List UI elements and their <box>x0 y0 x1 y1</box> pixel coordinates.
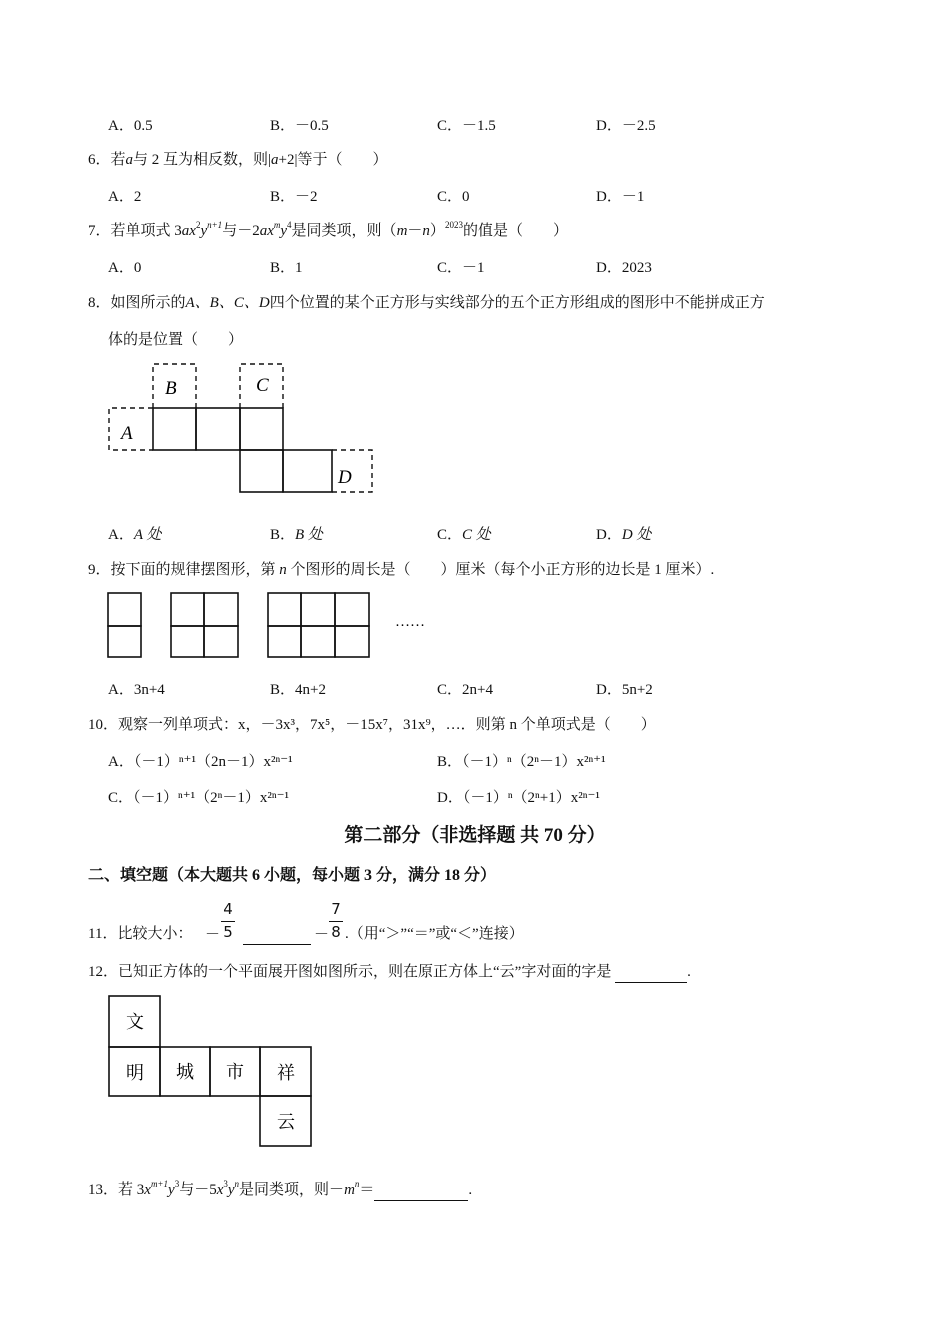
q8-cube-net-figure <box>105 360 380 500</box>
q8-option-a: A．A 处 <box>108 527 162 543</box>
q6-option-c: C．0 <box>437 189 470 205</box>
fraction-2-denominator: 8 <box>331 923 341 941</box>
question-12-stem: 12．已知正方体的一个平面展开图如图所示，则在原正方体上“云”字对面的字是 . <box>88 965 691 983</box>
part-2-title: 第二部分（非选择题 共 70 分） <box>344 825 606 846</box>
label-b: B <box>165 378 177 399</box>
q5-option-a: A．0.5 <box>108 118 153 134</box>
q10-option-c: C．（－1）ⁿ⁺¹（2ⁿ－1）x²ⁿ⁻¹ <box>108 790 290 806</box>
question-13-stem: 13．若 $3x^{m+1}y^3$与$-5x^3y^n$是同类项，则$-m^n=$ . <box>88 1183 472 1201</box>
fraction-1-numerator: 4 <box>223 900 233 918</box>
question-11-suffix: .（用“＞”“＝”或“＜”连接） <box>345 926 524 942</box>
q10-option-d: D．（－1）ⁿ（2ⁿ+1）x²ⁿ⁻¹ <box>437 790 600 806</box>
pattern-3 <box>268 593 369 657</box>
fraction-1-denominator: 5 <box>223 923 233 941</box>
q10-option-a: A．（－1）ⁿ⁺¹（2n－1）x²ⁿ⁻¹ <box>108 754 293 770</box>
net-char-cheng: 城 <box>176 1062 194 1082</box>
q7-option-a: A．0 <box>108 260 142 276</box>
label-d: D <box>338 467 352 488</box>
question-10-stem: 10．观察一列单项式：x，－3x³，7x⁵，－15x⁷，31x⁹，…．则第 n 个单项式是（ ） <box>88 717 656 733</box>
answer-blank-13[interactable] <box>374 1185 468 1201</box>
solid-square-4 <box>240 450 283 492</box>
question-6-stem: 6．若a与 2 互为相反数，则|a+2|等于（ ） <box>88 152 388 168</box>
fraction-2-sign: － <box>314 925 330 943</box>
fraction-1-sign: － <box>205 925 221 943</box>
solid-square-3 <box>240 408 283 450</box>
q7-option-c: C．－1 <box>437 260 485 276</box>
solid-square-5 <box>283 450 332 492</box>
q9-option-b: B．4n+2 <box>270 682 326 698</box>
question-9-stem: 9．按下面的规律摆图形，第 n 个图形的周长是（ ）厘米（每个小正方形的边长是 1 厘米）. <box>88 562 715 578</box>
solid-square-2 <box>196 408 240 450</box>
section-2-title: 二、填空题（本大题共 6 小题，每小题 3 分，满分 18 分） <box>88 867 497 884</box>
q6-option-b: B．－2 <box>270 189 318 205</box>
question-7-stem: 7．若单项式 $3ax^2y^{n+1}$与$-2ax^my^4$是同类项，则$(m-n)^{2023}$的值是（ ） <box>88 220 568 239</box>
fraction-2-bar <box>329 921 343 922</box>
pattern-1 <box>108 593 141 657</box>
fraction-2-numerator: 7 <box>331 900 341 918</box>
net-char-xiang: 祥 <box>277 1063 295 1083</box>
q7-option-b: B．1 <box>270 260 303 276</box>
q10-option-b: B．（－1）ⁿ（2ⁿ－1）x²ⁿ⁺¹ <box>437 754 606 770</box>
net-char-wen: 文 <box>126 1012 144 1032</box>
q5-option-b: B．－0.5 <box>270 118 329 134</box>
net-char-shi: 市 <box>226 1062 244 1082</box>
answer-blank-12[interactable] <box>615 967 687 983</box>
label-a: A <box>121 423 133 444</box>
q6-option-a: A．2 <box>108 189 142 205</box>
answer-blank-11[interactable] <box>243 927 311 945</box>
q9-option-c: C．2n+4 <box>437 682 493 698</box>
q5-option-d: D．－2.5 <box>596 118 656 134</box>
label-c: C <box>256 375 269 396</box>
q9-option-a: A．3n+4 <box>108 682 165 698</box>
q8-option-b: B．B 处 <box>270 527 323 543</box>
q12-cube-net-figure <box>105 992 317 1150</box>
q5-option-c: C．－1.5 <box>437 118 496 134</box>
question-8-stem-line1: 8．如图所示的A、B、C、D四个位置的某个正方形与实线部分的五个正方形组成的图形中不能拼成正方 <box>88 295 765 311</box>
q9-option-d: D．5n+2 <box>596 682 653 698</box>
pattern-2 <box>171 593 238 657</box>
q9-pattern-figure <box>105 590 445 662</box>
net-char-yun: 云 <box>277 1112 295 1132</box>
net-char-ming: 明 <box>126 1063 144 1083</box>
question-8-stem-line2: 体的是位置（ ） <box>108 332 244 348</box>
question-11-prefix: 11．比较大小： <box>88 926 193 942</box>
fraction-1-bar <box>221 921 235 922</box>
q6-option-d: D．－1 <box>596 189 645 205</box>
q8-option-c: C．C 处 <box>437 527 491 543</box>
q8-option-d: D．D 处 <box>596 527 652 543</box>
pattern-ellipsis: …… <box>395 614 425 630</box>
solid-square-1 <box>153 408 196 450</box>
q7-option-d: D．2023 <box>596 260 652 276</box>
